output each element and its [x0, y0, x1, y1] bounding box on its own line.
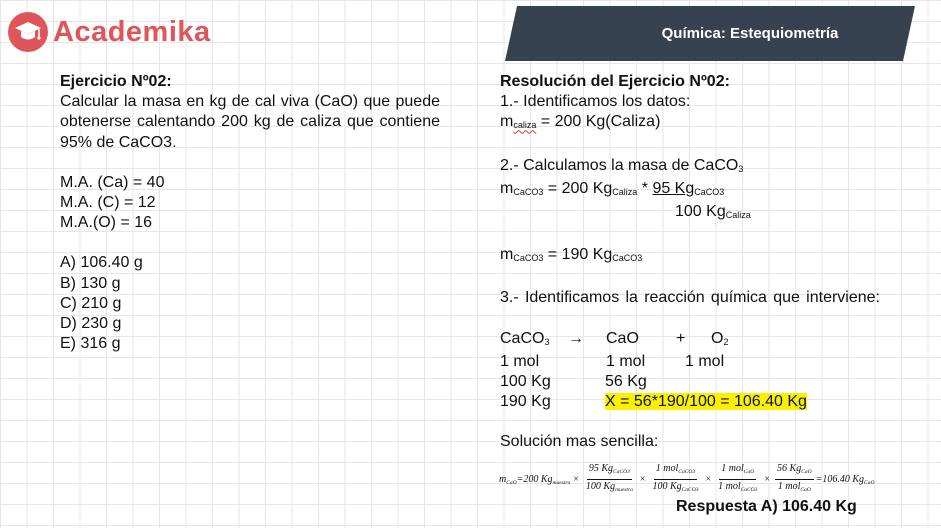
brand-logo [8, 10, 211, 54]
topic-banner [505, 6, 915, 61]
brand-name: Academika [53, 15, 211, 48]
highlighted-result: X = 56*190/100 = 106.40 Kg [605, 393, 807, 411]
graduation-cap-icon [8, 12, 48, 52]
step-3: 3.- Identificamos la reacción química que interviene: [500, 289, 880, 307]
caco3-mass-result: $m_{CaCO3} = 190$ $Kg_{CaCO3}$ [500, 246, 643, 264]
reaction-proportion: 190 Kg X = 56*190/100 = 106.40 Kg [500, 393, 807, 411]
topic-title: Química: Estequiometría [661, 25, 839, 42]
option-d: D) 230 g [60, 315, 122, 333]
data-line: $m_{caliza} = 200$ Kg(Caliza) [500, 113, 661, 131]
option-b: B) 130 g [60, 274, 121, 292]
conversion-line: $m_{CaCO3} = 200$ $Kg_{Caliza} * 95$ $Kg_{CaCO3}$ [500, 179, 725, 197]
reaction-masses: 100 Kg 56 Kg [500, 373, 647, 391]
option-a: A) 106.40 g [60, 254, 143, 272]
solution-column [500, 72, 880, 453]
fraction: $\frac{56 Kg_{CaO}}{1 mol_{CaO}}$ [777, 463, 812, 493]
arrow-icon: → [568, 329, 584, 347]
fraction: $\frac{1 mol_{CaO}}{1 mol_{CaCO3}}$ [718, 463, 758, 493]
option-c: C) 210 g [60, 294, 122, 312]
atomic-mass-item: M.A. (Ca) = 40 [60, 173, 165, 191]
problem-column [60, 72, 440, 354]
solution-title: Resolución del Ejercicio Nº02: [500, 73, 730, 90]
reaction-equation: CaCO$_3$ → CaO + $O_2$ [500, 329, 880, 352]
problem-title: Ejercicio Nº02: [60, 73, 172, 90]
problem-statement: Calcular la masa en kg de cal viva (CaO) que puede obtenerse calentando 200 kg de caliza que contiene 95% de CaCO3. [60, 93, 440, 151]
final-answer: Respuesta A) 106.40 Kg [676, 498, 857, 515]
step-1: 1.- Identificamos los datos: [500, 93, 691, 111]
simple-solution-title: Solución mas sencilla: [500, 433, 659, 451]
atomic-mass-item: M.A.(O) = 16 [60, 214, 153, 232]
option-e: E) 316 g [60, 335, 121, 353]
atomic-mass-item: M.A. (C) = 12 [60, 194, 156, 212]
atomic-mass-list [60, 173, 440, 234]
fraction: $\frac{95 Kg_{CaCO3}}{100 Kg_{muestra}}$ [585, 463, 633, 493]
fraction: $\frac{1 mol_{CaCO3}}{100 Kg_{CaCO3}}$ [652, 463, 699, 493]
reaction-moles: 1 mol 1 mol 1 mol [500, 352, 725, 370]
answer-options [60, 253, 440, 354]
step-2: 2.- Calculamos la masa de CaCO$_3$ [500, 156, 744, 174]
conversion-denominator: 100 $Kg_{Caliza}$ [675, 203, 751, 221]
simple-solution-formula: $m_{CaO}$ =200 $Kg_{muestra}$ × $\frac{95 Kg_{CaCO3}}{100 Kg_{muestra}}$ × $\frac{1 mol_{CaCO3}}{100 Kg_{CaCO3}}$ × $\frac{1 mol_{CaO}}{1 mol_{CaCO3}}$ × $\frac{56 Kg_{CaO}}{1 mol_{CaO}}$ =106.40 $Kg_{CaO}$ [499, 462, 874, 497]
